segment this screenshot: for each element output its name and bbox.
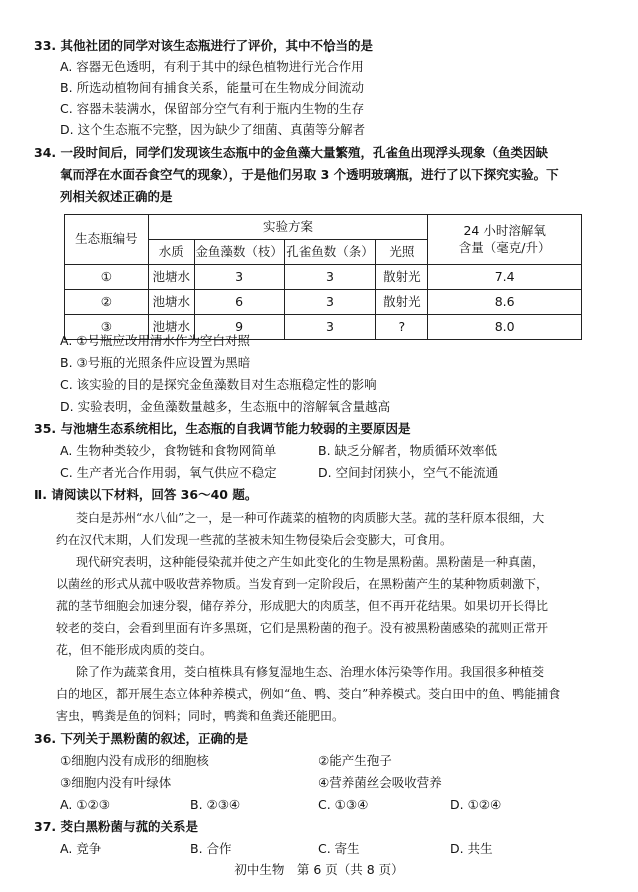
- table-row: [65, 290, 582, 315]
- cell-id: ①: [65, 265, 149, 290]
- cell-fish: 3: [284, 315, 376, 340]
- subheader-water: 水质: [148, 240, 194, 265]
- q35-option-d: D. 空间封闭狭小，空气不能流通: [318, 465, 499, 480]
- q36-option-c: C. ①③④: [318, 797, 369, 812]
- cell-weed: 3: [194, 265, 284, 290]
- reading-para-3-line-1: 除了作为蔬菜食用，茭白植株具有修复湿地生态、治理水体污染等作用。我国很多种植茭: [76, 665, 545, 679]
- q33-option-b: B. 所选动植物间有捕食关系，能量可在生物成分间流动: [60, 80, 365, 95]
- reading-para-3-line-3: 害虫，鸭粪是鱼的饲料；同时，鸭粪和鱼粪还能肥田。: [56, 709, 345, 723]
- q37-option-a: A. 竞争: [60, 841, 102, 856]
- q34-option-a: A. ①号瓶应改用清水作为空白对照: [60, 333, 250, 348]
- header-experiment-scheme: 实验方案: [148, 215, 428, 240]
- header-oxygen-line-1: 24 小时溶解氧: [463, 222, 546, 238]
- q33-stem-text-b: 的是: [348, 38, 374, 53]
- reading-para-2-line-4: 较老的茭白，会看到里面有许多黑斑，它们是黑粉菌的孢子。没有被黑粉菌感染的菰则正常开: [56, 621, 549, 635]
- q36-statement-4: ④营养菌丝会吸收营养: [318, 775, 442, 790]
- q37-stem: 37. 茭白黑粉菌与菰的关系是: [34, 819, 198, 834]
- reading-para-2-line-3: 菰的茎节细胞会加速分裂，储存养分，形成肥大的肉质茎，但不再开花结果。如果切开长得比: [56, 599, 549, 613]
- q33-option-c: C. 容器未装满水，保留部分空气有利于瓶内生物的生存: [60, 101, 365, 116]
- cell-light: 散射光: [376, 290, 428, 315]
- q37-option-c: C. 寄生: [318, 841, 360, 856]
- q33-option-a: A. 容器无色透明，有利于其中的绿色植物进行光合作用: [60, 59, 364, 74]
- cell-id: ③: [65, 315, 149, 340]
- table-row: [65, 265, 582, 290]
- cell-id: ②: [65, 290, 149, 315]
- header-bottle-id: 生态瓶编号: [65, 215, 149, 265]
- header-oxygen-line-2: 含量（毫克/升）: [458, 239, 551, 255]
- q33-option-d: D. 这个生态瓶不完整，因为缺少了细菌、真菌等分解者: [60, 122, 366, 137]
- q34-stem-line-2: 氧而浮在水面吞食空气的现象），于是他们另取 3 个透明玻璃瓶，进行了以下探究实验。下: [60, 167, 559, 182]
- cell-oxygen: 8.6: [428, 290, 582, 315]
- cell-water: 池塘水: [148, 315, 194, 340]
- q34-stem-line-3: 列相关叙述正确的是: [60, 189, 173, 204]
- reading-para-3-line-2: 白的地区，都开展生态立体种养模式，例如“鱼、鸭、茭白”种养模式。茭白田中的鱼、鸭能捕食: [56, 687, 561, 701]
- q36-statement-3: ③细胞内没有叶绿体: [60, 775, 172, 790]
- reading-para-2-line-5: 花，但不能形成肉质的茭白。: [56, 643, 213, 657]
- reading-para-2-line-1: 现代研究表明，这种能侵染菰并使之产生如此变化的生物是黑粉菌。黑粉菌是一种真菌，: [76, 555, 545, 569]
- q37-option-d: D. 共生: [450, 841, 493, 856]
- reading-para-1-line-1: 茭白是苏州“水八仙”之一，是一种可作蔬菜的植物的肉质膨大茎。菰的茎秆原本很细，大: [76, 511, 545, 525]
- q34-option-b: B. ③号瓶的光照条件应设置为黑暗: [60, 355, 251, 370]
- subheader-fish-count: 孔雀鱼数（条）: [284, 240, 376, 265]
- q36-statement-2: ②能产生孢子: [318, 753, 392, 768]
- q35-option-a: A. 生物种类较少，食物链和食物网简单: [60, 443, 277, 458]
- cell-water: 池塘水: [148, 290, 194, 315]
- q33-stem-text-a: 33. 其他社团的同学对该生态瓶进行了评价，其中: [34, 38, 311, 53]
- reading-para-2-line-2: 以菌丝的形式从菰中吸收营养物质。当发育到一定阶段后，在黑粉菌产生的某种物质刺激下，: [56, 577, 549, 591]
- q34-option-c: C. 该实验的目的是探究金鱼藻数目对生态瓶稳定性的影响: [60, 377, 377, 392]
- q37-option-b: B. 合作: [190, 841, 232, 856]
- cell-light: ?: [376, 315, 428, 340]
- table-header-row: [65, 215, 582, 240]
- cell-water: 池塘水: [148, 265, 194, 290]
- cell-oxygen: 8.0: [428, 315, 582, 340]
- page-footer: 初中生物 第 6 页（共 8 页）: [234, 862, 404, 877]
- q35-stem: 35. 与池塘生态系统相比，生态瓶的自我调节能力较弱的主要原因是: [34, 421, 411, 436]
- q36-option-d: D. ①②④: [450, 797, 502, 812]
- subheader-weed-count: 金鱼藻数（枝）: [194, 240, 284, 265]
- cell-fish: 3: [284, 290, 376, 315]
- q36-option-a: A. ①②③: [60, 797, 110, 812]
- q33-stem: [34, 38, 373, 55]
- q34-stem-line-1: 34. 一段时间后，同学们发现该生态瓶中的金鱼藻大量繁殖，孔雀鱼出现浮头现象（鱼类因缺: [34, 145, 548, 160]
- q36-stem: 36. 下列关于黑粉菌的叙述，正确的是: [34, 731, 248, 746]
- q36-option-b: B. ②③④: [190, 797, 241, 812]
- cell-oxygen: 7.4: [428, 265, 582, 290]
- section-2-heading: Ⅱ. 请阅读以下材料，回答 36～40 题。: [34, 487, 258, 502]
- q34-option-d: D. 实验表明，金鱼藻数量越多，生态瓶中的溶解氧含量越高: [60, 399, 391, 414]
- cell-weed: 6: [194, 290, 284, 315]
- cell-light: 散射光: [376, 265, 428, 290]
- q33-stem-emphasis: 不恰当: [310, 38, 349, 53]
- q35-option-c: C. 生产者光合作用弱，氧气供应不稳定: [60, 465, 277, 480]
- cell-fish: 3: [284, 265, 376, 290]
- experiment-table: [64, 214, 582, 340]
- cell-weed: 9: [194, 315, 284, 340]
- header-dissolved-oxygen: [428, 215, 582, 265]
- q35-option-b: B. 缺乏分解者，物质循环效率低: [318, 443, 498, 458]
- subheader-light: 光照: [376, 240, 428, 265]
- q36-statement-1: ①细胞内没有成形的细胞核: [60, 753, 209, 768]
- reading-para-1-line-2: 约在汉代末期，人们发现一些菰的茎被未知生物侵染后会变膨大，可食用。: [56, 533, 453, 547]
